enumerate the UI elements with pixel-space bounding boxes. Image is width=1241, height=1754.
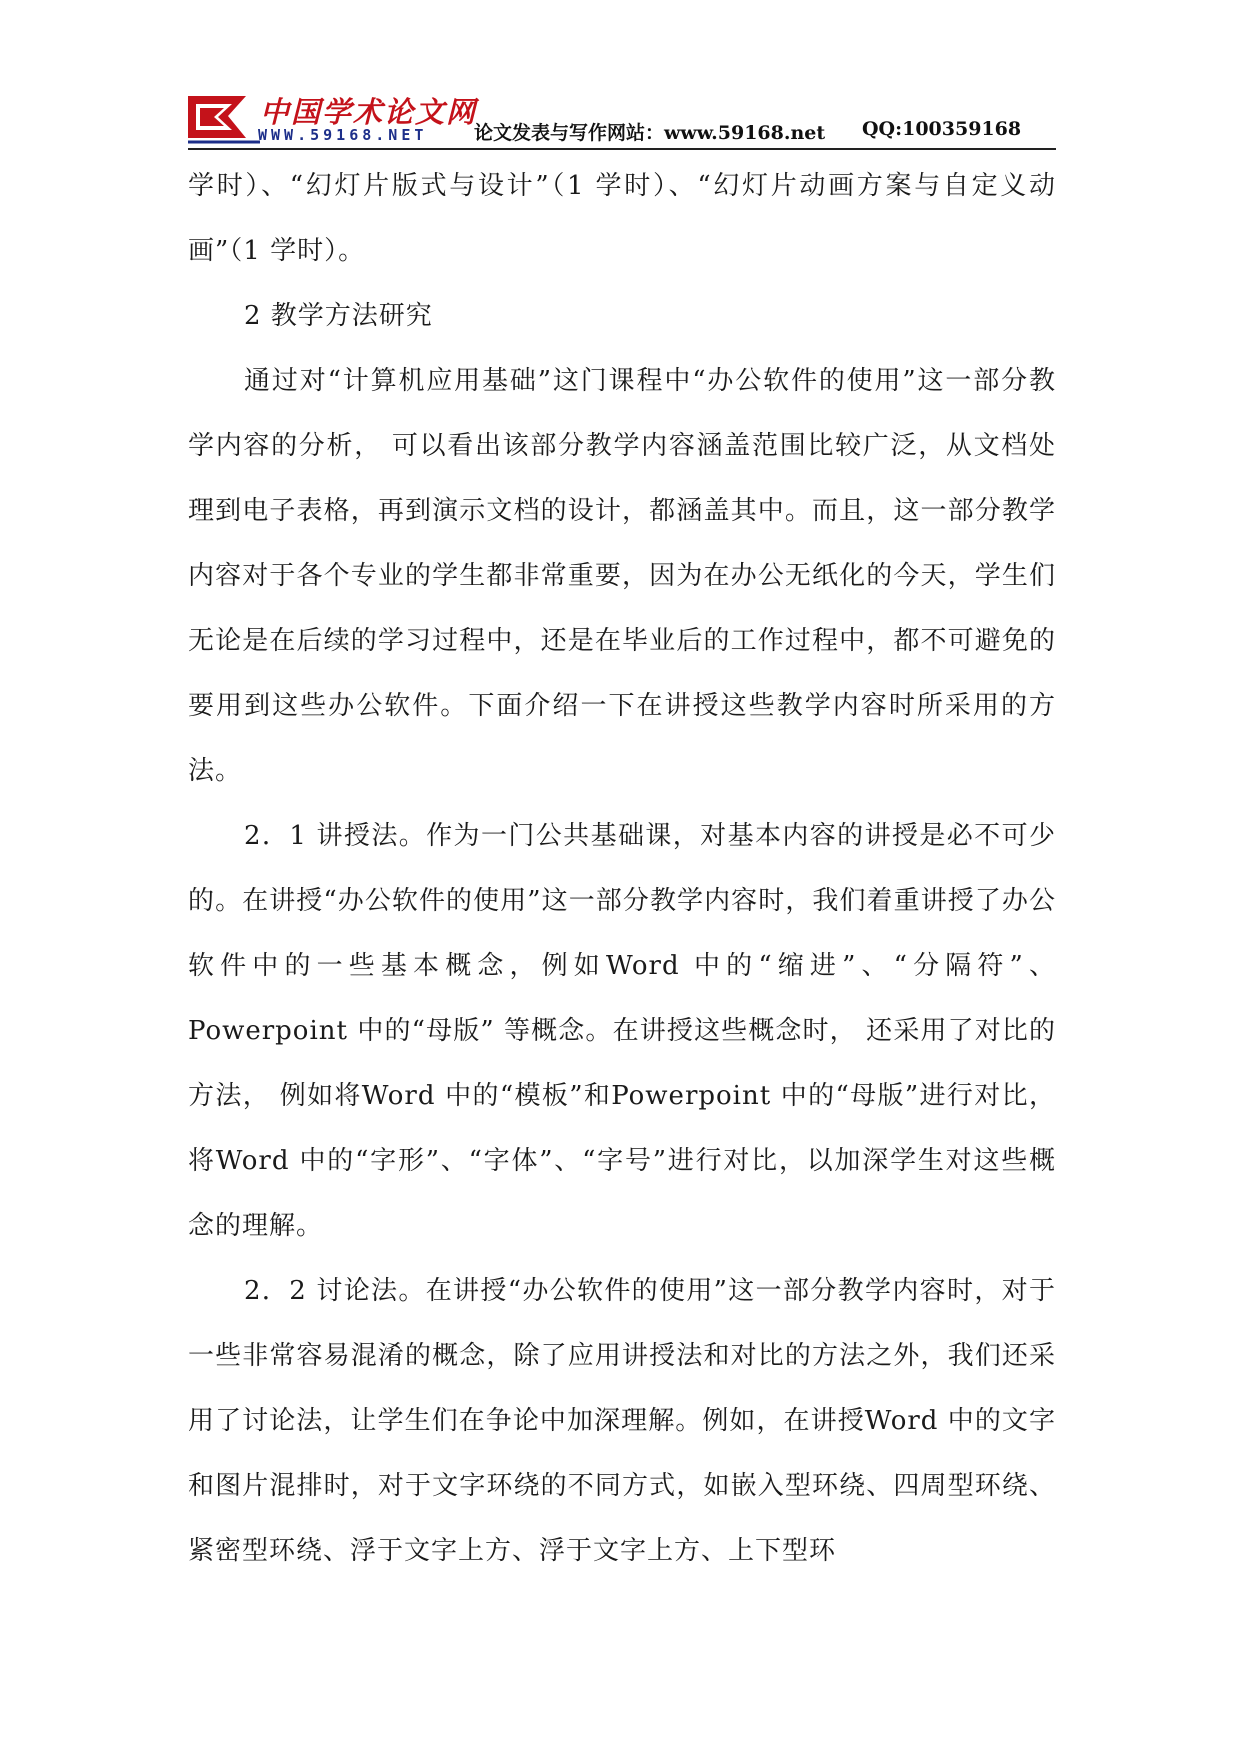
site-qq: QQ:100359168	[862, 118, 1022, 140]
logo-url: WWW.59168.NET	[258, 126, 428, 144]
logo-emblem-icon	[188, 90, 260, 144]
paragraph-intro: 通过对“计算机应用基础”这门课程中“办公软件的使用”这一部分教学内容的分析， 可以看出该部分教学内容涵盖范围比较广泛，从文档处理到电子表格，再到演示文档的设计，都涵盖其中。而且，这一部分教学内容对于各个专业的学生都非常重要，因为在办公无纸化的今天，学生们无论是在后续的学习过程中，还是在毕业后的工作过程中，都不可避免的要用到这些办公软件。下面介绍一下在讲授这些教学内容时所采用的方法。	[188, 366, 1056, 786]
section-heading: 2 教学方法研究	[244, 301, 433, 331]
site-info: 论文发表与写作网站：www.59168.net	[474, 122, 826, 144]
paragraph-lecture-method: 2．1 讲授法。作为一门公共基础课，对基本内容的讲授是必不可少的。在讲授“办公软件的使用”这一部分教学内容时，我们着重讲授了办公软件中的一些基本概念，例如Word 中的“缩进”、“分隔符”、Powerpoint 中的“母版” 等概念。在讲授这些概念时， 还采用了对比的方法， 例如将Word 中的“模板”和Powerpoint 中的“母版”进行对比，将Word 中的“字形”、“字体”、“字号”进行对比，以加深学生对这些概念的理解。	[188, 821, 1056, 1241]
logo-title: 中国学术论文网	[260, 95, 478, 129]
paragraph-discussion-method: 2．2 讨论法。在讲授“办公软件的使用”这一部分教学内容时，对于一些非常容易混淆的概念，除了应用讲授法和对比的方法之外，我们还采用了讨论法，让学生们在争论中加深理解。例如，在讲授Word 中的文字和图片混排时，对于文字环绕的不同方式，如嵌入型环绕、四周型环绕、紧密型环绕、浮于文字上方、浮于文字上方、上下型环	[188, 1276, 1056, 1566]
page-header	[188, 86, 1056, 150]
document-body	[188, 154, 1056, 1584]
paragraph-continuation: 学时）、“幻灯片版式与设计”（1 学时）、“幻灯片动画方案与自定义动画”（1 学时）。	[188, 171, 1056, 266]
site-logo	[188, 90, 478, 144]
